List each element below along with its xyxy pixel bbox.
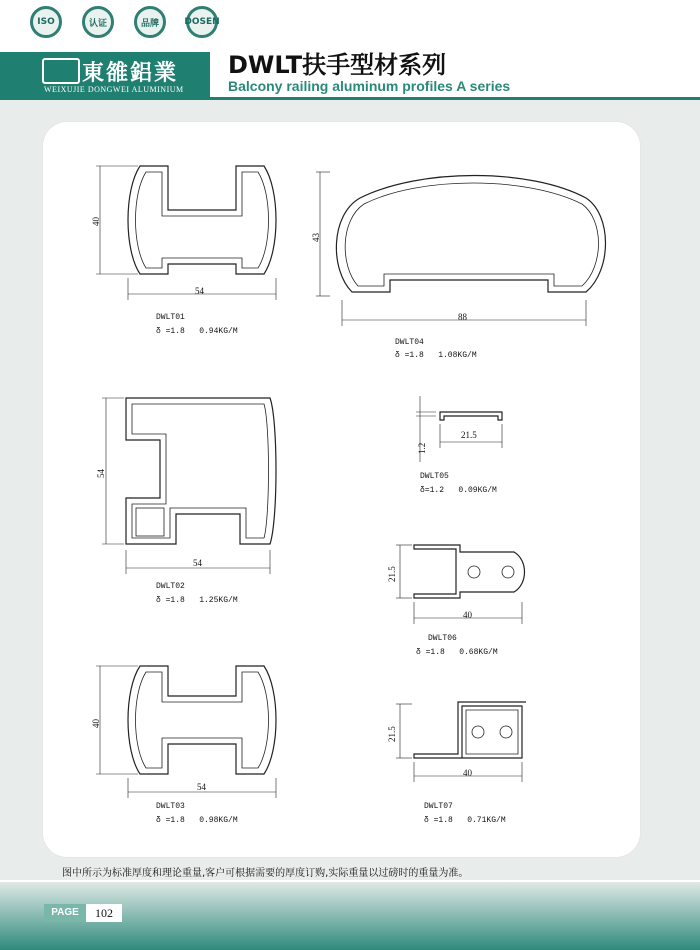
dwlt07-code: DWLT07 [424,802,453,811]
dwlt05-width-label: 21.5 [461,430,477,440]
dwlt06-code: DWLT06 [428,634,457,643]
page-subtitle: Balcony railing aluminum profiles A series [228,78,511,94]
dwlt02-width-label: 54 [193,558,202,568]
page-label: PAGE [44,904,86,922]
dwlt02-height-label: 54 [96,469,106,478]
dwlt06-height-label: 21.5 [387,566,397,582]
brand-name-en: WEIXUJIE DONGWEI ALUMINIUM [44,85,184,94]
dwlt05-code: DWLT05 [420,472,449,481]
dwlt04-code: DWLT04 [395,338,424,347]
dwlt06-spec: δ =1.8 0.68KG/M [416,648,498,657]
dwlt07-width-label: 40 [463,768,472,778]
dwlt02-code: DWLT02 [156,582,185,591]
dwlt03-code: DWLT03 [156,802,185,811]
dwlt05-spec: δ=1.2 0.09KG/M [420,486,497,495]
dwlt03-width-label: 54 [197,782,206,792]
cert-badge-icon: 品牌 [134,6,166,38]
dwlt05-height-label: 1.2 [417,442,427,454]
cert-badge-icon: ISO [30,6,62,38]
profile-dwlt06-drawing [396,545,525,624]
dwlt03-height-label: 40 [91,719,101,728]
dwlt01-height-label: 40 [91,217,101,226]
dwlt01-width-label: 54 [195,286,204,296]
dwlt07-spec: δ =1.8 0.71KG/M [424,816,506,825]
profile-dwlt05-drawing [416,396,502,462]
cert-badge-icon: DOSEN [186,6,218,38]
dwlt03-spec: δ =1.8 0.98KG/M [156,816,238,825]
profile-dwlt07-drawing [396,702,526,782]
cert-badge-icon: 认证 [82,6,114,38]
page-number: 102 [86,904,122,922]
footnote: 图中所示为标准厚度和理论重量,客户可根据需要的厚度订购,实际重量以过磅时的重量为准。 [62,868,469,879]
dwlt01-spec: δ =1.8 0.94KG/M [156,327,238,336]
profile-dwlt01-drawing [96,166,276,300]
dwlt04-spec: δ =1.8 1.08KG/M [395,351,477,360]
profile-dwlt02-drawing [102,398,276,574]
brand-name-cn: 東雒鋁業 [82,60,179,86]
profile-dwlt04-drawing [316,172,606,326]
dwlt04-height-label: 43 [311,233,321,242]
dwlt06-width-label: 40 [463,610,472,620]
profile-dwlt03-drawing [96,666,276,798]
dwlt02-spec: δ =1.8 1.25KG/M [156,596,238,605]
dwlt04-width-label: 88 [458,312,467,322]
dwlt07-height-label: 21.5 [387,726,397,742]
dwlt01-code: DWLT01 [156,313,185,322]
page-title: DWLT扶手型材系列 [228,51,447,79]
